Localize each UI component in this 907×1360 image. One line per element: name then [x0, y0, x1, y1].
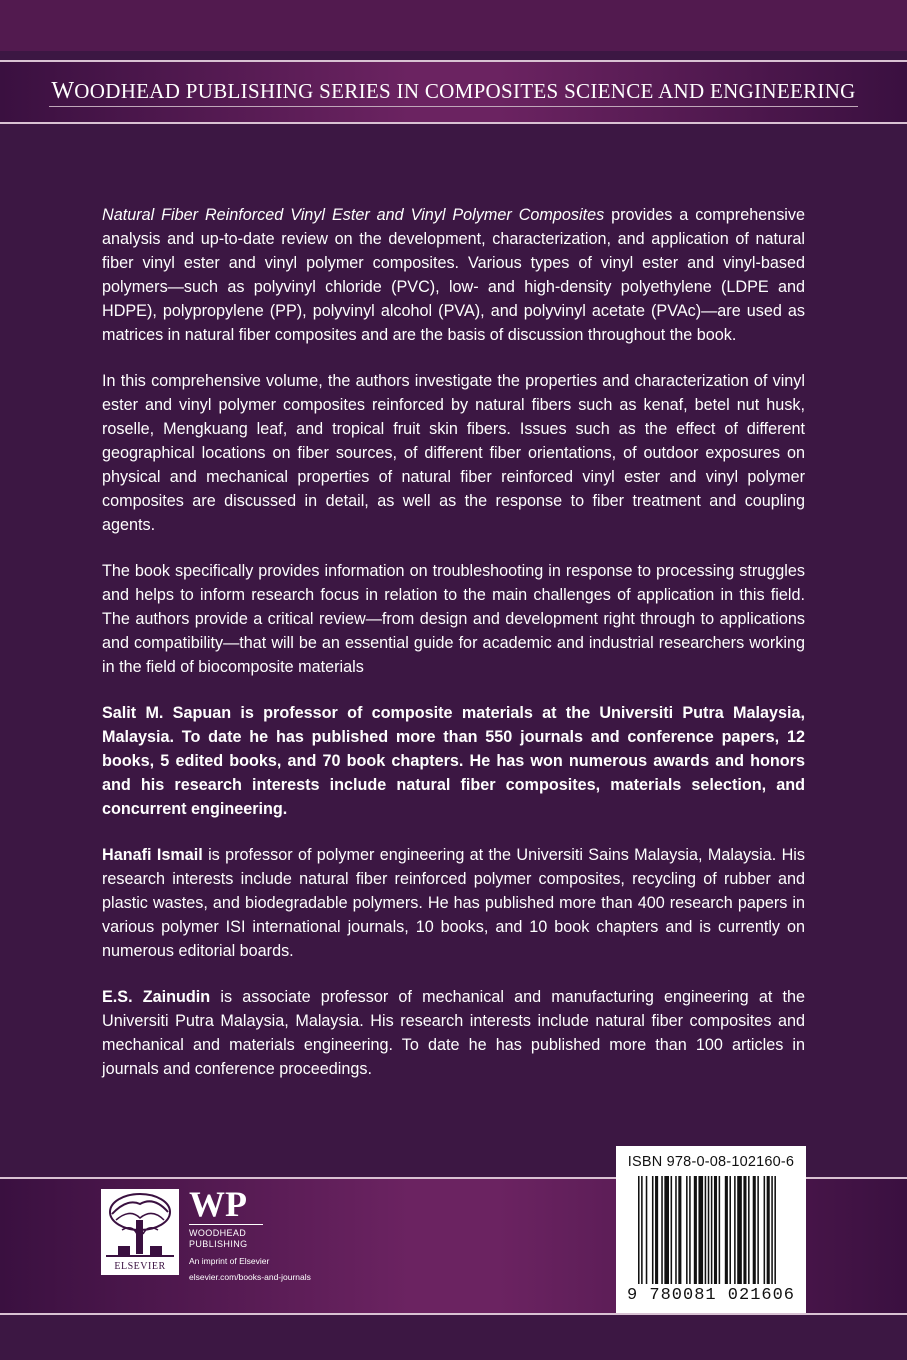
barcode-bar: [646, 1176, 648, 1284]
wp-line-1: WOODHEAD: [189, 1228, 247, 1238]
isbn-barcode: [616, 1146, 806, 1313]
woodhead-logo: [189, 1186, 329, 1296]
elsevier-wordmark: ELSEVIER: [114, 1261, 166, 1272]
barcode-bar: [678, 1176, 681, 1284]
author-name-ismail: Hanafi Ismail: [102, 846, 203, 864]
barcode-bar: [655, 1176, 658, 1284]
isbn-digits: 9 780081 021606: [626, 1286, 796, 1305]
description-paragraph-2: In this comprehensive volume, the authors investigate the properties and characterization of vinyl ester and vinyl polymer composites reinforced by natural fibers such as kenaf, betel nut husk, roselle, Mengkuang leaf, and tropical fruit skin fibers. Issues such as the effect of different geographical locations on fiber sources, of different fiber orientations, of outdoor exposures on physical and mechanical properties of natural fiber reinforced vinyl ester and vinyl polymer composites are discussed in detail, as well as the response to fiber treatment and coupling agents.: [102, 372, 805, 534]
barcode-bar: [694, 1176, 697, 1284]
barcode-bar: [748, 1176, 750, 1284]
barcode-bar: [767, 1176, 770, 1284]
series-title-rest: OODHEAD PUBLISHING SERIES IN COMPOSITES SCIENCE AND ENGINEERING: [74, 79, 856, 103]
elsevier-tree-icon: [102, 1190, 178, 1260]
elsevier-logo: [101, 1189, 179, 1275]
author-bio-ismail: Hanafi Ismail is professor of polymer engineering at the Universiti Sains Malaysia, Malaysia. His research interests include natural fiber reinforced polymer composites, recycling of rubber and plastic wastes, and biodegradable polymers. He has published more than 400 research papers in various polymer ISI international journals, 10 books, and 10 book chapters and is currently on numerous editorial boards.: [102, 846, 805, 960]
barcode-bar: [764, 1176, 766, 1284]
barcode-bar: [641, 1176, 643, 1284]
barcode-bar: [719, 1176, 721, 1284]
series-title: [0, 78, 907, 105]
barcode-bar: [743, 1176, 746, 1284]
barcode-bar: [734, 1176, 736, 1284]
description-paragraph-1: Natural Fiber Reinforced Vinyl Ester and Vinyl Polymer Composites provides a comprehensive analysis and up-to-date review on the development, characterization, and application of natural fiber vinyl ester and vinyl polymer composites. Various types of vinyl ester and vinyl-based polymers—such as polyvinyl chloride (PVC), low- and high-density polyethylene (LDPE and HDPE), polypropylene (PP), polyvinyl alcohol (PVA), and polyvinyl acetate (PVAc)—are used as matrices in natural fiber composites and are the basis of discussion throughout the book.: [102, 206, 805, 344]
barcode-bar: [686, 1176, 688, 1284]
wp-line-2: PUBLISHING: [189, 1239, 248, 1249]
barcode-bar: [661, 1176, 663, 1284]
imprint-url: elsevier.com/books-and-journals: [189, 1272, 311, 1282]
series-title-initial: W: [51, 78, 75, 104]
wp-divider: [189, 1224, 263, 1225]
barcode-bar: [774, 1176, 776, 1284]
top-bar: [0, 0, 907, 51]
book-title: Natural Fiber Reinforced Vinyl Ester and Vinyl Polymer Composites: [102, 206, 605, 224]
back-cover-text: [102, 203, 805, 1103]
barcode-bar: [757, 1176, 759, 1284]
series-band: [0, 60, 907, 124]
barcode-bar: [708, 1176, 710, 1284]
author-name-zainudin: E.S. Zainudin: [102, 988, 211, 1006]
barcode-bars: [636, 1176, 786, 1284]
author-bio-sapuan: Salit M. Sapuan is professor of composite materials at the Universiti Putra Malaysia, Malaysia. To date he has published more than 550 journals and conference papers, 12 books, 5 edited books, and 70 book chapters. He has won numerous awards and honors and his research interests include natural fiber composites, materials selection, and concurrent engineering.: [102, 704, 805, 818]
barcode-bar: [705, 1176, 707, 1284]
isbn-label: ISBN 978-0-08-102160-6: [627, 1154, 795, 1170]
description-paragraph-3: The book specifically provides information on troubleshooting in response to processing struggles and helps to inform research focus in relation to the main challenges of application in this field. The authors provide a critical review—from design and development right through to applications and compatibility—that will be an essential guide for academic and industrial researchers working in the field of biocomposite materials: [102, 562, 805, 676]
barcode-bar: [725, 1176, 728, 1284]
imprint-line-1: An imprint of Elsevier: [189, 1256, 270, 1266]
author-bio-zainudin: E.S. Zainudin is associate professor of mechanical and manufacturing engineering at the Universiti Putra Malaysia, Malaysia. His research interests include natural fiber composites and mechanical and materials engineering. To date he has published more than 100 articles in journals and conference proceedings.: [102, 988, 805, 1078]
barcode-bar: [698, 1176, 703, 1284]
barcode-bar: [737, 1176, 742, 1284]
barcode-bar: [753, 1176, 756, 1284]
barcode-bar: [675, 1176, 677, 1284]
barcode-bar: [729, 1176, 731, 1284]
barcode-bar: [652, 1176, 654, 1284]
barcode-bar: [671, 1176, 673, 1284]
barcode-bar: [638, 1176, 640, 1284]
barcode-bar: [664, 1176, 669, 1284]
wp-mark: WP: [189, 1184, 247, 1224]
barcode-bar: [711, 1176, 713, 1284]
barcode-bar: [771, 1176, 773, 1284]
barcode-bar: [689, 1176, 691, 1284]
barcode-bar: [714, 1176, 717, 1284]
